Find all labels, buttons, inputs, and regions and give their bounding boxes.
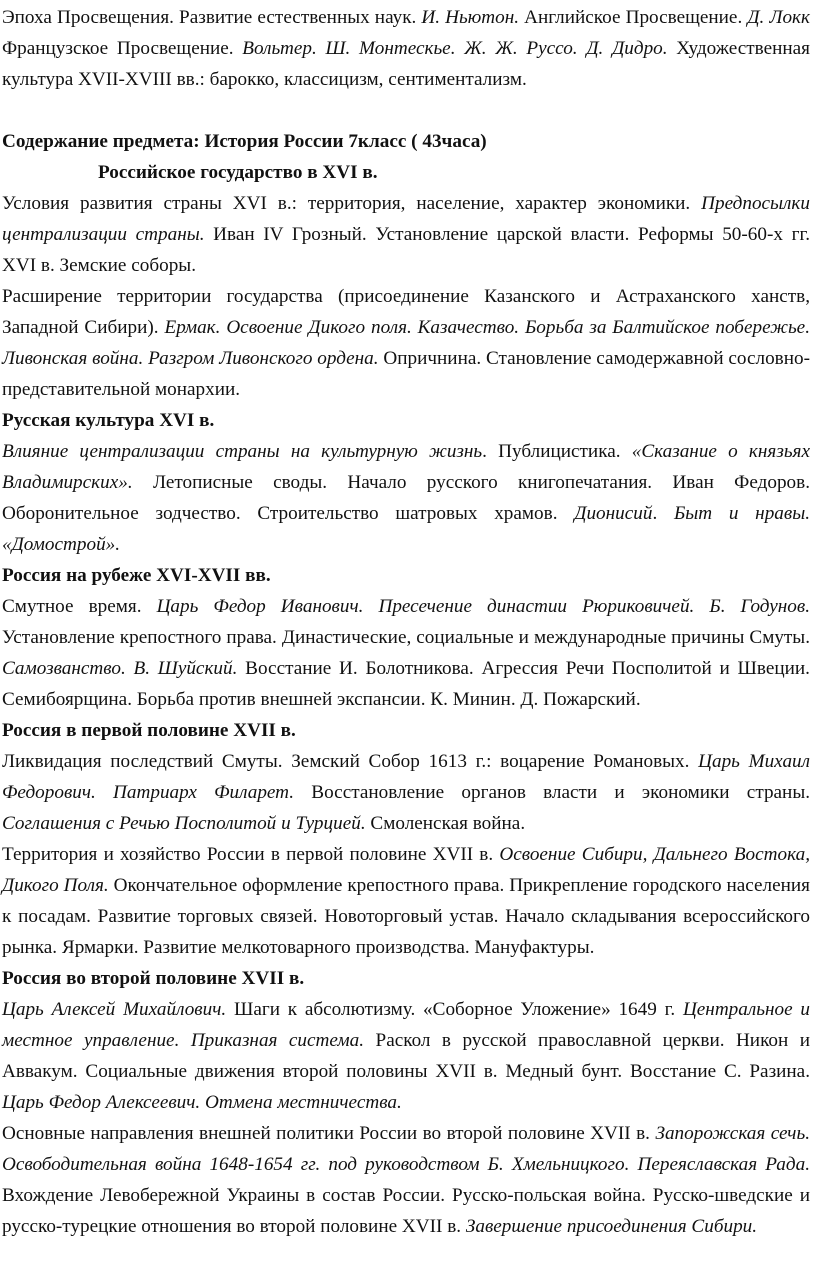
paragraph bbox=[2, 188, 810, 281]
italic-run: Центральное и местное управление. Приказная система. bbox=[2, 999, 810, 1051]
italic-run: Запорожская сечь. Освободительная война 1648-1654 гг. под руководством Б. Хмельницкого. Переяславская Рада. bbox=[2, 1123, 810, 1175]
italic-run: Завершение присоединения Сибири. bbox=[465, 1216, 758, 1237]
text-run: Вхождение Левобережной Украины в состав России. Русско-польская война. Русско-шведские и русско-турецкие отношения во второй половине XVII в. bbox=[2, 1185, 810, 1237]
text-run: Смутное время. bbox=[2, 596, 157, 617]
paragraph bbox=[2, 436, 810, 560]
text-run: Восстание И. Болотникова. Агрессия Речи Посполитой и Швеции. Семибоярщина. Борьба против внешней экспансии. К. Минин. Д. Пожарский. bbox=[2, 658, 810, 710]
italic-run: Влияние централизации страны на культурную жизнь bbox=[2, 441, 483, 462]
italic-run: Предпосылки централизации страны. bbox=[2, 193, 810, 245]
text-run: Расширение территории государства (присоединение Казанского и Астраханского ханств, Западной Сибири). bbox=[2, 286, 810, 338]
section-heading-first-half-17c: Россия в первой половине XVII в. bbox=[2, 720, 296, 741]
italic-run: Вольтер. Ш. Монтескье. Ж. Ж. Руссо. Д. Дидро. bbox=[242, 38, 668, 59]
italic-run: Быт и нравы. «Домострой». bbox=[2, 503, 810, 555]
italic-run: Царь Федор Алексеевич. Отмена местничества. bbox=[2, 1092, 402, 1113]
italic-run: Освоение Сибири, Дальнего Востока, Дикого Поля. bbox=[2, 844, 810, 896]
italic-run: Царь Михаил Федорович. Патриарх Филарет. bbox=[2, 751, 810, 803]
document-page bbox=[0, 2, 816, 1261]
italic-run: «Сказание о князьях Владимирских». bbox=[2, 441, 810, 493]
italic-run: И. Ньютон. bbox=[421, 7, 520, 28]
italic-run: Царь Алексей Михайлович. bbox=[2, 999, 227, 1020]
text-run: Опричнина. Становление самодержавной сословно-представительной монархии. bbox=[2, 348, 810, 400]
text-run: Шаги к абсолютизму. «Соборное Уложение» 1649 г. bbox=[226, 999, 683, 1020]
paragraph bbox=[2, 839, 810, 963]
text-run: Условия развития страны XVI в.: территория, население, характер экономики. bbox=[2, 193, 702, 214]
text-run: Раскол в русской православной церкви. Никон и Аввакум. Социальные движения второй половины XVII в. Медный бунт. Восстание С. Разина. bbox=[2, 1030, 811, 1082]
text-run: Художественная культура XVII-XVIII вв.: барокко, классицизм, сентиментализм. bbox=[2, 38, 810, 90]
text-run: Основные направления внешней политики России во второй половине XVII в. bbox=[2, 1123, 656, 1144]
intro-paragraph bbox=[2, 2, 810, 95]
paragraph bbox=[2, 994, 810, 1118]
section-heading-turn-16-17c: Россия на рубеже XVI-XVII вв. bbox=[2, 565, 271, 586]
italic-run: Дионисий bbox=[574, 503, 653, 524]
italic-run: Д. Локк bbox=[747, 7, 810, 28]
text-run: Территория и хозяйство России в первой половине XVII в. bbox=[2, 844, 500, 865]
italic-run: Ермак. Освоение Дикого поля. Казачество. Борьба за Балтийское побережье. Ливонская война. Разгром Ливонского ордена. bbox=[2, 317, 810, 369]
text-run: Окончательное оформление крепостного права. Прикрепление городского населения к посадам. Развитие торговых связей. Новоторговый устав. Начало складывания всероссийского рынка. Ярмарки. Развитие мелкотоварного производства. Мануфактуры. bbox=[2, 875, 810, 958]
paragraph bbox=[2, 591, 810, 715]
italic-run: Соглашения с Речью Посполитой и Турцией. bbox=[2, 813, 366, 834]
text-run: Летописные своды. Начало русского книгопечатания. Иван Федоров. Оборонительное зодчество. Строительство шатровых храмов. bbox=[2, 472, 810, 524]
text-run: Иван IV Грозный. Установление царской власти. Реформы 50-60-х гг. XVI в. Земские соборы. bbox=[2, 224, 810, 276]
paragraph bbox=[2, 746, 810, 839]
paragraph bbox=[2, 1118, 810, 1242]
italic-run: Царь Федор Иванович. Пресечение династии Рюриковичей. Б. Годунов. bbox=[156, 596, 811, 617]
text-run: Английское Просвещение. bbox=[519, 7, 748, 28]
section-heading-second-half-17c: Россия во второй половине XVII в. bbox=[2, 968, 305, 989]
text-run: Ликвидация последствий Смуты. Земский Собор 1613 г.: воцарение Романовых. bbox=[2, 751, 699, 772]
course-title: Содержание предмета: История России 7класс ( 43часа) bbox=[2, 131, 487, 152]
section-heading-russian-state-16c: Российское государство в XVI в. bbox=[98, 162, 378, 183]
paragraph bbox=[2, 281, 810, 405]
text-run: . bbox=[652, 503, 674, 524]
text-run: Французское Просвещение. bbox=[2, 38, 243, 59]
text-run: Эпоха Просвещения. Развитие естественных наук. bbox=[2, 7, 422, 28]
text-run: Установление крепостного права. Династические, социальные и международные причины Смуты. bbox=[2, 627, 810, 648]
text-run: . Публицистика. bbox=[482, 441, 632, 462]
section-heading-russian-culture-16c: Русская культура XVI в. bbox=[2, 410, 215, 431]
text-run: Смоленская война. bbox=[365, 813, 526, 834]
text-run: Восстановление органов власти и экономики страны. bbox=[294, 782, 811, 803]
italic-run: Самозванство. В. Шуйский. bbox=[2, 658, 238, 679]
